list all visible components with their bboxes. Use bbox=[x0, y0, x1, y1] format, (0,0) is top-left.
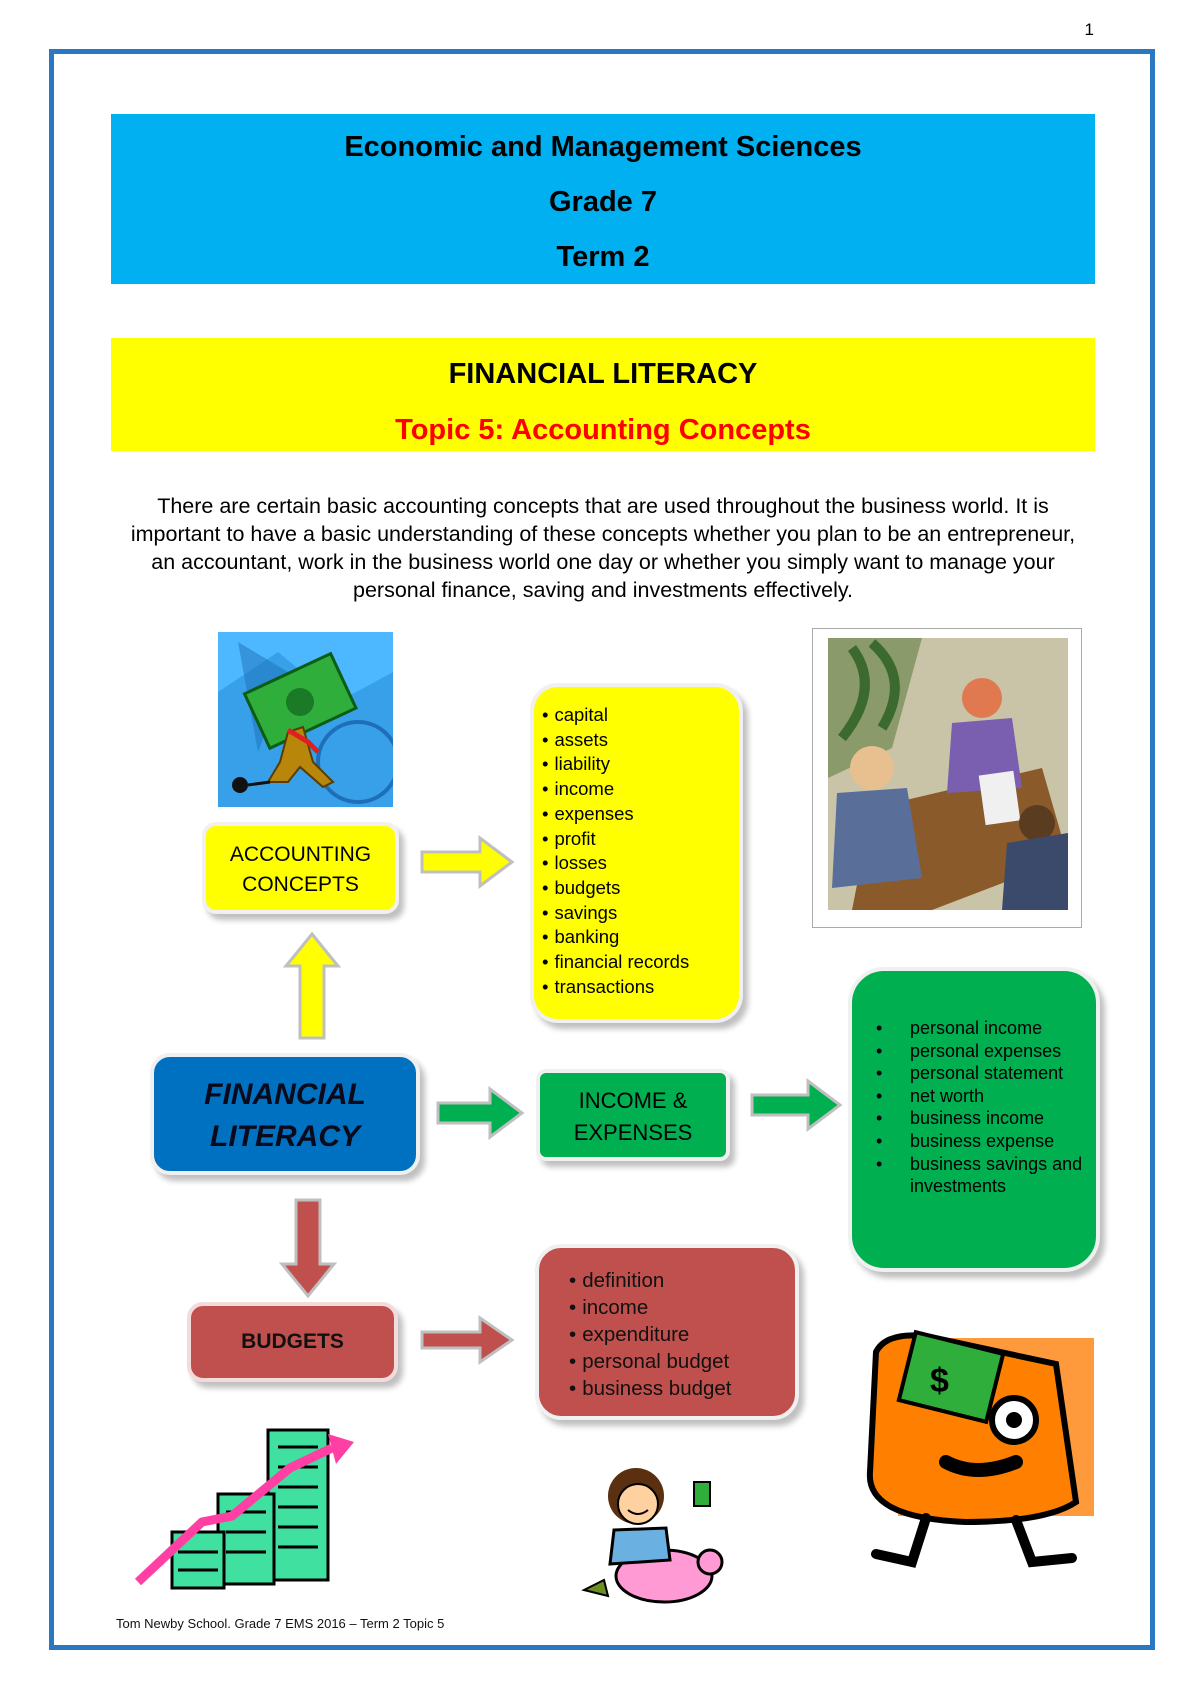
arrow-right-icon bbox=[418, 832, 518, 892]
list-item: • banking bbox=[542, 925, 739, 950]
arrow-right-icon bbox=[748, 1075, 844, 1135]
list-item: • business budget bbox=[569, 1375, 795, 1402]
list-item: • budgets bbox=[542, 876, 739, 901]
wallet-character-clipart bbox=[846, 1322, 1102, 1580]
list-item: • assets bbox=[542, 728, 739, 753]
topic-header bbox=[111, 338, 1095, 451]
income-expenses-list bbox=[848, 967, 1100, 1272]
arrow-right-icon bbox=[418, 1312, 518, 1368]
accounting-concepts-box bbox=[202, 822, 399, 914]
financial-literacy-box bbox=[150, 1053, 420, 1175]
list-item: • personal statement bbox=[876, 1062, 1084, 1085]
list-item: • capital bbox=[542, 703, 739, 728]
list-item: • profit bbox=[542, 827, 739, 852]
topic-title: FINANCIAL LITERACY bbox=[448, 358, 758, 390]
money-carrier-clipart bbox=[218, 632, 393, 807]
list-item: • income bbox=[569, 1294, 795, 1321]
financial-literacy-line1: FINANCIAL bbox=[204, 1078, 366, 1111]
budgets-box: BUDGETS bbox=[187, 1302, 398, 1382]
accounting-concepts-list bbox=[530, 683, 743, 1023]
topic-subtitle: Topic 5: Accounting Concepts bbox=[395, 414, 811, 446]
list-item: • business income bbox=[876, 1107, 1084, 1130]
footer-text: Tom Newby School. Grade 7 EMS 2016 – Term 2 Topic 5 bbox=[116, 1616, 445, 1631]
page-number: 1 bbox=[1084, 20, 1094, 39]
accounting-concepts-line1: ACCOUNTING bbox=[229, 843, 372, 866]
arrow-down-icon bbox=[278, 1196, 338, 1300]
list-item: • personal income bbox=[876, 1017, 1084, 1040]
list-item: • income bbox=[542, 777, 739, 802]
arrow-up-icon bbox=[282, 930, 342, 1042]
arrow-right-icon bbox=[434, 1083, 526, 1143]
budgets-list bbox=[535, 1244, 799, 1420]
intro-paragraph: There are certain basic accounting concepts that are used throughout the business world. It is important to have a basic understanding of these concepts whether you plan to be an entrepreneur, an accountant, work in the business world one day or whether you simply want to manage your personal finance, saving and investments effectively. bbox=[130, 494, 1076, 602]
list-item: • business expense bbox=[876, 1130, 1084, 1153]
subject-title: Economic and Management Sciences bbox=[344, 131, 862, 163]
financial-literacy-line2: LITERACY bbox=[210, 1120, 360, 1153]
list-item: • transactions bbox=[542, 975, 739, 1000]
income-expenses-line1: INCOME & bbox=[578, 1088, 688, 1113]
accounting-concepts-line2: CONCEPTS bbox=[242, 873, 359, 896]
piggy-bank-girl-clipart bbox=[574, 1460, 744, 1608]
list-item: • definition bbox=[569, 1267, 795, 1294]
list-item: • expenditure bbox=[569, 1321, 795, 1348]
list-item: • savings bbox=[542, 901, 739, 926]
list-item: • financial records bbox=[542, 950, 739, 975]
list-item: • liability bbox=[542, 752, 739, 777]
income-expenses-line2: EXPENSES bbox=[573, 1120, 693, 1145]
list-item: • losses bbox=[542, 851, 739, 876]
list-item: • personal expenses bbox=[876, 1040, 1084, 1063]
income-expenses-box bbox=[536, 1069, 730, 1161]
list-item: • personal budget bbox=[569, 1348, 795, 1375]
list-item: • expenses bbox=[542, 802, 739, 827]
list-item: • net worth bbox=[876, 1085, 1084, 1108]
growth-buildings-clipart bbox=[132, 1412, 378, 1592]
svg-text:$: $ bbox=[930, 1362, 949, 1400]
grade-title: Grade 7 bbox=[549, 186, 657, 218]
list-item: • business savings and investments bbox=[876, 1153, 1084, 1198]
term-title: Term 2 bbox=[556, 241, 650, 273]
business-meeting-clipart bbox=[812, 628, 1082, 928]
course-header bbox=[111, 114, 1095, 284]
